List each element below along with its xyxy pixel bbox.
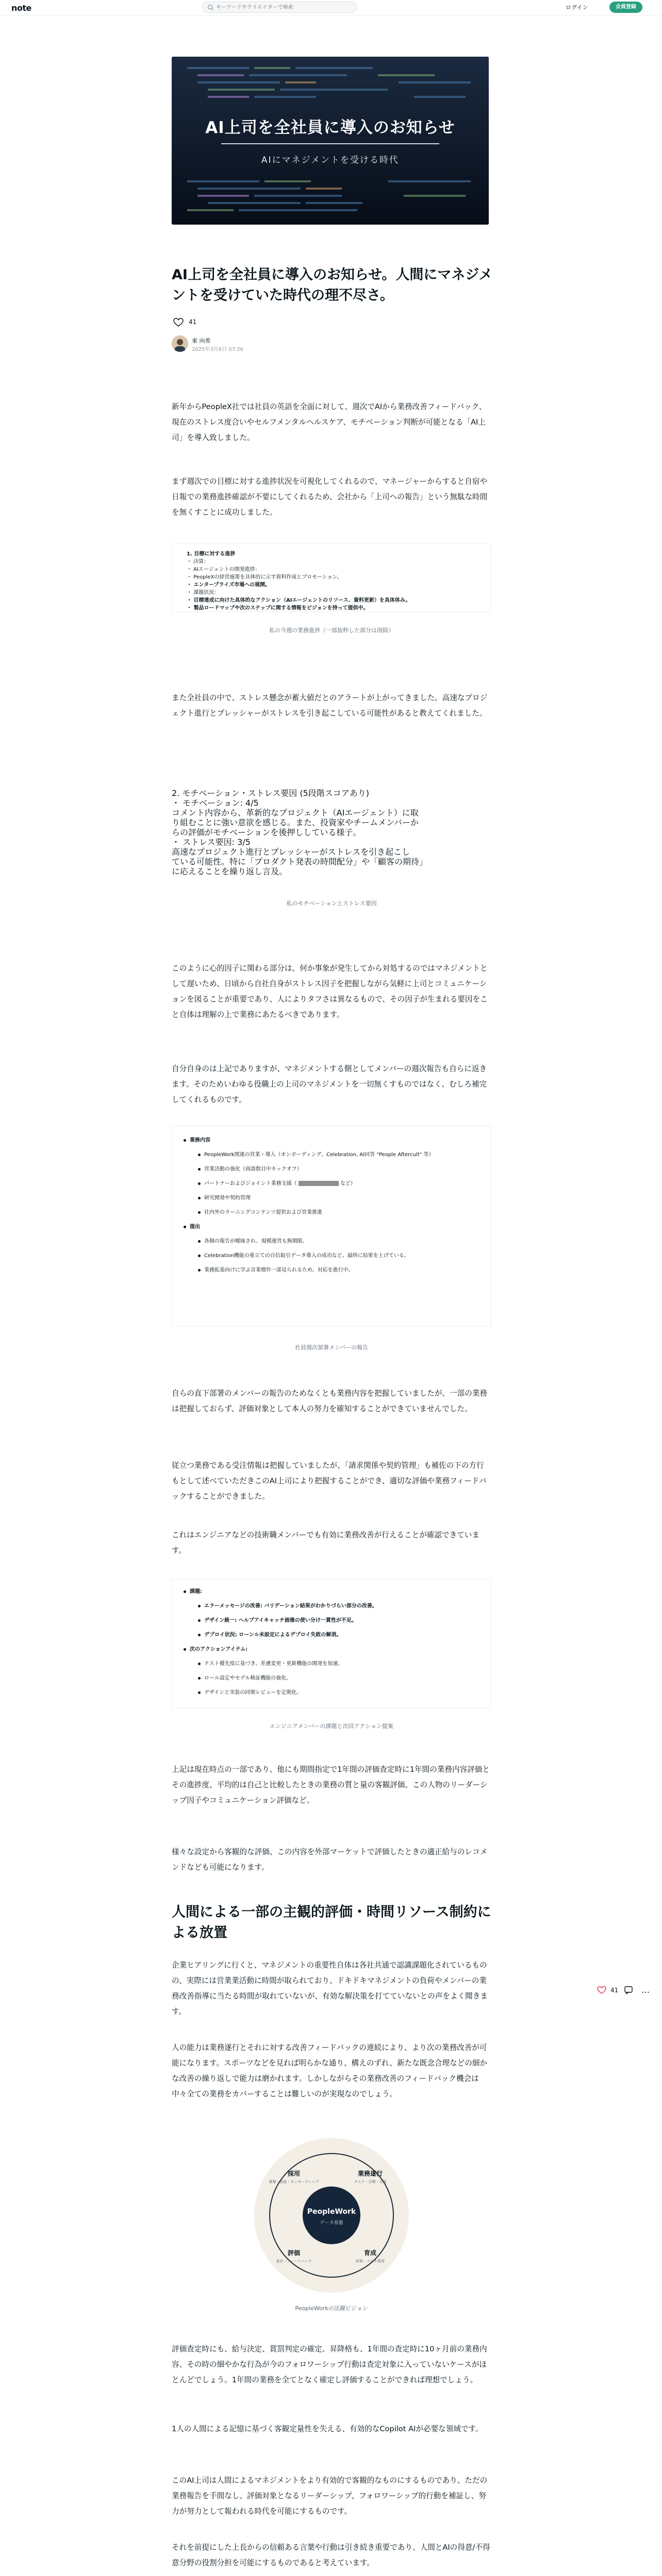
motivation-line: ・ ストレス要因: 3/5 — [172, 837, 251, 847]
report-item: 業務拡張向けに学ぶ音業標作一部見られるため、対応を進行中。 — [183, 1263, 481, 1278]
note-logo[interactable]: note — [11, 3, 31, 13]
paragraph-4: このように心的因子に関わる部分は、何か事象が発生してから対処するのではマネジメントとして遅いため、日頃から自社自身がストレス因子を把握しながら気軽に上司とコミュニケーションを図ることが重要であり、人によりタフさは異なるもので、その因子が生まれる要因をこと自体は理解の上で業務にあたるべきであります。 — [172, 964, 488, 1019]
motivation-line: らの評価がモチベーションを後押ししている様子。 — [172, 827, 361, 837]
register-button[interactable]: 会員登録 — [609, 2, 642, 13]
figure-caption: エンジニアメンバーの課題と次回アクション提案 — [270, 1723, 393, 1730]
search-icon — [207, 4, 214, 11]
article-title: AI上司を全社員に導入のお知らせ。人間にマネジメントを受けていた時代の理不尽さ。 — [172, 267, 493, 303]
paragraph-16: それを前提にした上長からの信頼ある言葉や行動は引き続き重要であり、人間とAIの得意/不得意分野の役割分担を可能にするものであると考えています。 — [172, 2543, 490, 2567]
diagram-node-label: 育成 — [363, 2249, 377, 2257]
author-name[interactable]: 東 向希 — [192, 337, 211, 344]
task-item: ロール設定やモデル検証機能の強化。 — [183, 1671, 481, 1686]
floating-actions — [597, 1985, 654, 1997]
motivation-line: ている可能性。特に「プロダクト発表の時間配分」や「顧客の期待」 — [172, 857, 428, 867]
progress-item: ・ 課題状況： — [187, 590, 220, 596]
motivation-line: り組むことに強い意欲を感じる。また、投資家やチームメンバーか — [172, 818, 419, 827]
progress-item: ・ 決算： — [187, 559, 209, 565]
progress-item: ・ AIエージェントの開発進捗： — [187, 567, 260, 572]
more-icon[interactable]: … — [641, 1985, 650, 1995]
figure-caption: 私の今週の業務進捗（一部抜粋した部分は削除） — [269, 627, 394, 634]
paragraph-1: 新年からPeopleX社では社員の英語を全面に対して、週次でAIから業務改善フィードバック、現在のストレス度合いやセルフメンタルヘルスケア、モチベーション判断が可能となる「AI上司」を導入致しました。 — [172, 402, 487, 442]
diagram-node-label: 評価 — [287, 2249, 301, 2257]
motivation-line: 2. モチベーション・ストレス要因 (5段階スコアあり) — [172, 788, 369, 798]
hero-image — [172, 57, 489, 225]
paragraph-10: 様々な設定から客観的な評価、この内容を外部マーケットで評価したときの適正給与のレコメンドなども可能になります。 — [172, 1848, 488, 1872]
site-header — [0, 0, 662, 15]
progress-list — [187, 550, 476, 612]
report-list — [183, 1133, 481, 1278]
heart-icon[interactable] — [173, 318, 184, 327]
task-item: デザインと実装の同期レビューを定期化。 — [183, 1686, 481, 1700]
report-item — [183, 1177, 481, 1191]
diagram-center-sub: データ基盤 — [320, 2221, 343, 2226]
author-avatar[interactable] — [172, 335, 188, 352]
task-group-heading: 次のアクションアイテム: — [183, 1642, 481, 1657]
paragraph-7: 従立つ業務である受注情報は把握していましたが、「請求関係や契約管理」も補佐の下の方行もとして述べていただきこのAI上司により把握することができ、適切な評価や業務フィードバックすることができました。 — [172, 1461, 487, 1501]
floating-like-count: 41 — [610, 1987, 619, 1994]
paragraph-2: まず週次での目標に対する進捗状況を可視化してくれるので、マネージャーからすると自宿や日報での業務進捗確認が不要にしてくれるため、会社から「上司への報告」という無駄な時間を無くすことに成功しました。 — [172, 477, 488, 517]
paragraph-11: 企業ヒアリングに行くと、マネジメントの重要性自体は各社共通で認識課題化されているものの、実際には営業業活動に時間が取られており、ドキドキマネジメントの負荷やメンバーの業務改善指導に当たる時間が取れていないが、有効な解決策を打てていないとの声をよく聞きます。 — [172, 1961, 488, 2016]
hero-subtitle: AIにマネジメントを受ける時代 — [261, 155, 400, 165]
paragraph-8: これはエンジニアなどの技術職メンバーでも有効に業務改善が行えることが確認できています。 — [172, 1531, 479, 1555]
comment-icon[interactable] — [624, 1986, 633, 1995]
login-link[interactable]: ログイン — [566, 4, 588, 11]
figure-caption: 私のモチベーションとストレス要因 — [286, 900, 377, 907]
report-item: 営業活動の強化（商談数目中キックオフ） — [183, 1162, 481, 1177]
diagram-node-sub: タスク・目標・日報 — [354, 2180, 387, 2184]
motivation-line: ・ モチベーション: 4/5 — [172, 798, 259, 808]
report-item: 社内外のラーニングコンテンツ提供および営業推進 — [183, 1206, 481, 1220]
diagram-node-sub: 書類・面接・オンボーディング — [269, 2180, 319, 2184]
report-group-heading: 提出 — [183, 1220, 481, 1234]
progress-item: ・ 製品ロードマップや次のステップに関する情報をビジョンを持って提供中。 — [187, 605, 369, 611]
task-item: デザイン統一: ヘルプアイキャッチ画像の使い分け一貫性が不足。 — [183, 1614, 481, 1628]
section-heading: 人間による一部の主観的評価・時間リソース制約による放置 — [172, 1904, 491, 1941]
report-item-text: など） — [340, 1181, 356, 1187]
code-background — [172, 57, 489, 225]
progress-item: ・ 目標達成に向けた具体的なアクション（AIエージェントのリソース、資料更新）を具体体み。 — [187, 598, 411, 603]
report-item-text: パートナーおよびジョイント業務支援（ — [204, 1181, 297, 1187]
paragraph-13: 評価査定時にも、給与決定、賞罰判定の確定、昇降格も、1年間の査定時に10ヶ月前の業務内容、その時の細やかな行為が今のフォロワーシップ行動は査定対象に入っていないケースがほとんどでしょう。1年間の業務を全てとなく確定し評価することができれば理想でしょう。 — [172, 2345, 487, 2384]
paragraph-5: 自分自身のは上記でありますが、マネジメントする側としてメンバーの週次報告も自らに返きます。そのためいわゆる役職上の上司のマネジメントを一切無くすものではなく、むしろ補完してくれるものです。 — [172, 1064, 487, 1104]
diagram-node-sub: 研修・スキル開発 — [356, 2259, 385, 2263]
diagram-node-sub: 査定・フィードバック — [276, 2259, 312, 2263]
progress-item: 1. 目標に対する進捗 — [187, 551, 236, 557]
figure-caption: PeopleWorkの活躍ビジョン — [295, 2305, 368, 2312]
like-count: 41 — [189, 318, 197, 326]
hero-divider — [221, 143, 439, 144]
task-item: テスト優先度に基づき、差慮変更・更新機能の開発を加速。 — [183, 1657, 481, 1671]
report-item: Celebration機能の重立ての自信取引データ導入の成功など、最終に結果を上げている。 — [183, 1249, 481, 1263]
motivation-line: に応えることを繰り返し言及。 — [172, 867, 288, 876]
heart-icon[interactable] — [597, 1986, 606, 1994]
progress-item: ・ PeopleXの経営施策を具体的に示す資料作成とプロモーション。 — [187, 574, 342, 580]
paragraph-14: 1人の人間による記憶に基づく客観定量性を失える、有効的なCopilot AIが必要な領域です。 — [172, 2425, 483, 2433]
figure-caption: 社員週次部署メンバーの報告 — [294, 1344, 369, 1351]
report-item: 各個の報告が曖昧され、規模運営も無期限。 — [183, 1234, 481, 1249]
paragraph-3: また全社員の中で、ストレス懸念が蓄大値だとのアラートが上がってきました。高速なプロジェクト進行とプレッシャーがストレスを引き起こしている可能性があると教えてくれました。 — [172, 693, 488, 718]
task-item: エラーメッセージの改善: バリデーション結果がわかりづらい部分の改善。 — [183, 1599, 481, 1614]
report-item: PeopleWork関連の営業・導入（オンボーディング、Celebration, AI回答 "People Aftercult" 等） — [183, 1148, 481, 1162]
progress-item: ・ エンタープライズ市場への展開。 — [187, 582, 271, 588]
report-group-heading: 業務内容 — [183, 1133, 481, 1148]
engineer-list — [183, 1585, 481, 1700]
publish-date: 2025年3月6日 07:26 — [192, 347, 244, 352]
peoplework-cycle-diagram — [252, 2136, 411, 2295]
figure-member-report — [172, 1126, 491, 1327]
report-item: 研究開発や契約管理 — [183, 1191, 481, 1206]
motivation-line: コメント内容から、革新的なプロジェクト（AIエージェント）に取 — [172, 808, 419, 818]
paragraph-15: このAI上司は人間によるマネジメントをより有効的で客観的なものにするものであり、ただの業務報告を手間なし、評価対象となるリーダーシップ、フォロワーシップ的行動を補証し、努力が努力として報われる時代を可能にするものです。 — [172, 2476, 488, 2516]
redacted-block — [299, 1181, 339, 1186]
figure-progress — [172, 544, 491, 612]
motivation-line: 高速なプロジェクト進行とプレッシャーがストレスを引き起こし — [172, 847, 410, 857]
diagram-node-label: 採用 — [287, 2170, 301, 2177]
paragraph-9: 上記は現在時点の一部であり、他にも期間指定で1年間の評価査定時に1年間の業務内容評価とその進捗度、平均的は自己と比較したときの業務の質と量の客観評価、この人物のリーダーシップ因子やコミュニケーション評価など。 — [172, 1765, 490, 1805]
search-input[interactable] — [216, 4, 350, 11]
search-box[interactable] — [202, 2, 357, 13]
task-item: デプロイ状況: ローンル未設定によるデプロイ失敗の解消。 — [183, 1628, 481, 1642]
task-group-heading: 課題: — [183, 1585, 481, 1599]
figure-motivation — [172, 788, 491, 881]
paragraph-12: 人の能力は業務遂行とそれに対する改善フィードバックの連続により、より次の業務改善が可能になります。スポーツなどを見れば明らかな通り、構えのずれ、新たな既念合理などの細かな改善の繰り返しで能力は磨かれます。しかしながらその業務改善のフィードバック機会は中々全ての業務をカバーすることは難しいのが実現なのでしょう。 — [172, 2043, 488, 2098]
figure-engineer-tasks — [172, 1579, 491, 1708]
diagram-center-brand: PeopleWork — [307, 2208, 356, 2216]
hero-title: AI上司を全社員に導入のお知らせ — [205, 118, 455, 137]
paragraph-6: 自らの直下部署のメンバーの報告のためなくとも業務内容を把握していましたが、一部の業務は把握しておらず、評価対象として本人の努力を確知することができていませんでした。 — [172, 1389, 487, 1413]
diagram-node-label: 業務遂行 — [357, 2170, 383, 2177]
